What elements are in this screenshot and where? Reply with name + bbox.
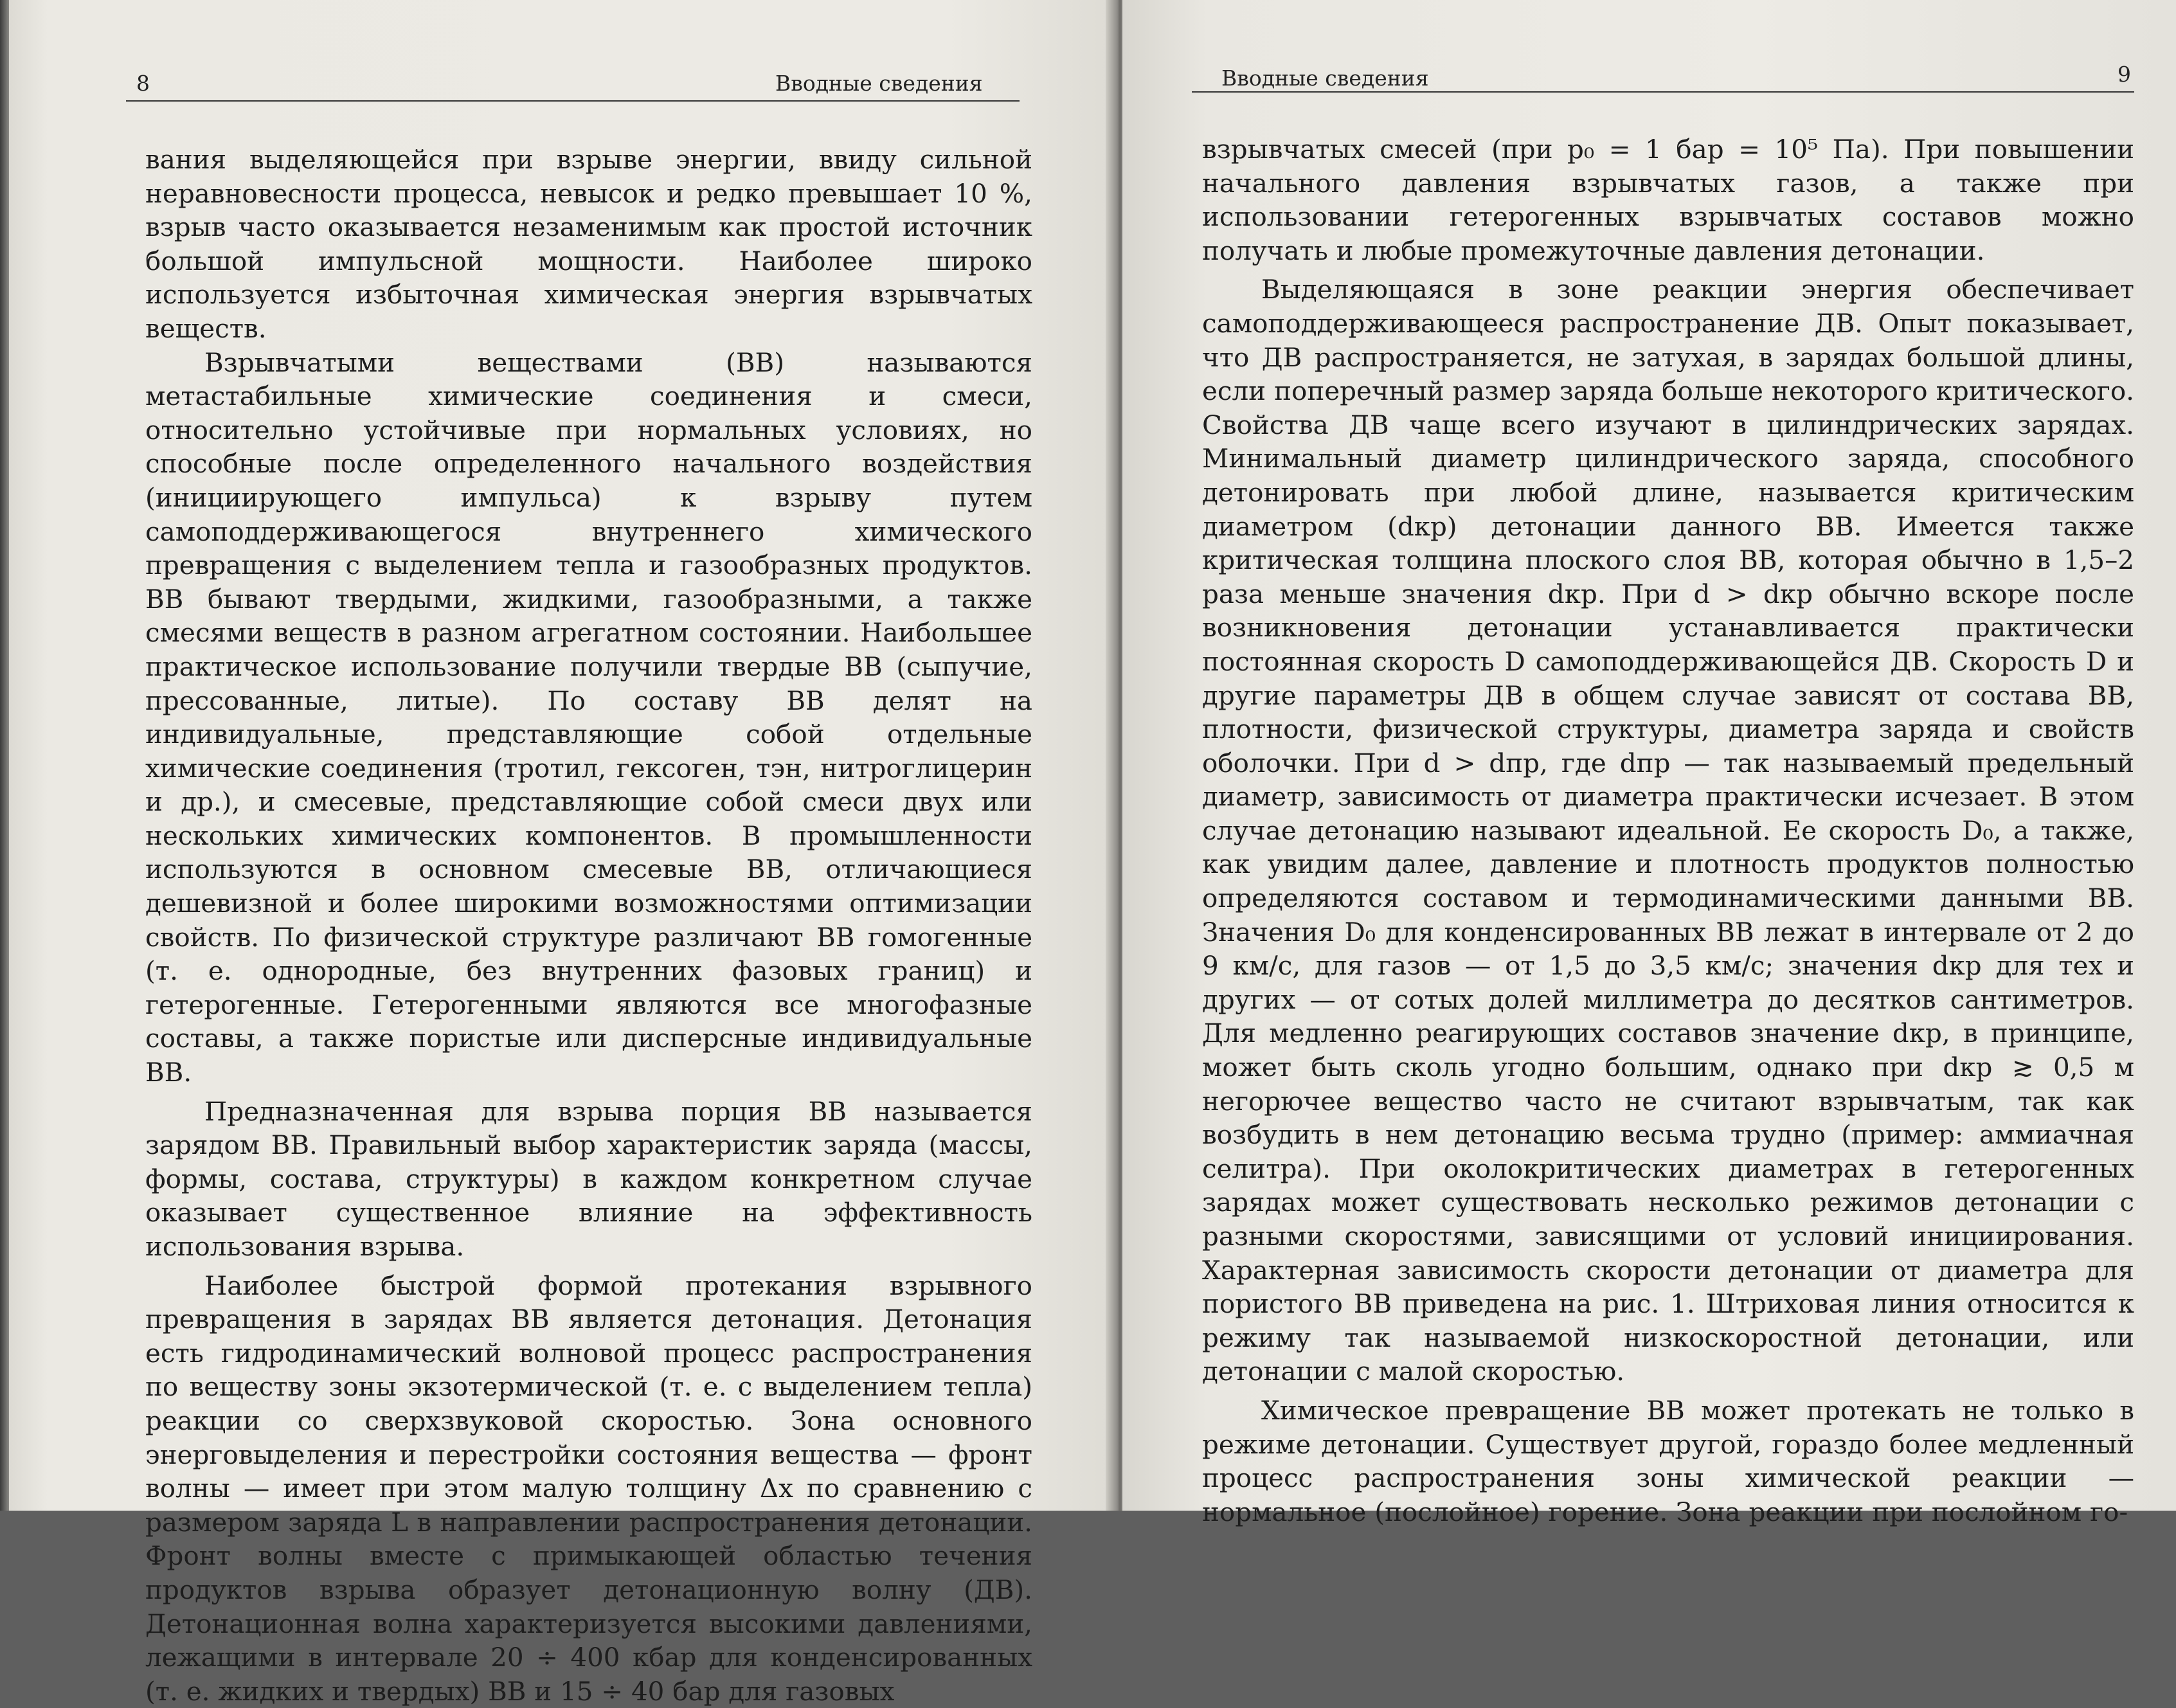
page-number: 8 bbox=[136, 71, 150, 96]
right-page-body bbox=[1202, 132, 2134, 1529]
left-page-header bbox=[126, 71, 1020, 100]
paragraph: Предназначенная для взрыва порция ВВ называется зарядом ВВ. Правильный выбор характеристик заряда (массы, формы, состава, структуры) в каждом конкретном случае оказывает существенное влияние на эффективность использования взрыва. bbox=[145, 1095, 1032, 1262]
left-page bbox=[9, 0, 1111, 1707]
paragraph: Наиболее быстрой формой протекания взрывного превращения в зарядах ВВ является детонация. Детонация есть гидродинамический волновой процесс распространения по веществу зоны экзотермической (т. е. с выделением тепла) реакции со сверхзвуковой скоростью. Зона основного энерговыделения и перестройки состояния вещества — фронт волны — имеет при этом малую толщину Δx по сравнению с размером заряда L в направлении распространения детонации. Фронт волны вместе с примыкающей областью течения продуктов взрыва образует детонационную волну (ДВ). Детонационная волна характеризуется высокими давлениями, лежащими в интервале 20 ÷ 400 кбар для конденсированных (т. е. жидких и твердых) ВВ и 15 ÷ 40 бар для газовых bbox=[145, 1270, 1032, 1707]
paragraph: взрывчатых смесей (при p₀ = 1 бар = 10⁵ Па). При повышении начального давления взрывчатых газов, а также при использовании гетерогенных взрывчатых составов можно получать и любые промежуточные давления детонации. bbox=[1202, 134, 2134, 266]
running-head: Вводные сведения bbox=[775, 71, 983, 96]
paragraph: Химическое превращение ВВ может протекать не только в режиме детонации. Существует другой, гораздо более медленный процесс распространения зоны химической реакции — нормальное (послойное) горение. Зона реакции при послойном го- bbox=[1202, 1394, 2134, 1527]
right-page-header bbox=[1192, 62, 2134, 91]
paragraph: Взрывчатыми веществами (ВВ) называются метастабильные химические соединения и смеси, относительно устойчивые при нормальных условиях, но способные после определенного начального воздействия (инициирующего импульса) к взрыву путем самоподдерживающегося внутреннего химического превращения с выделением тепла и газообразных продуктов. ВВ бывают твердыми, жидкими, газообразными, а также смесями веществ в разном агрегатном состоянии. Наибольшее практическое использование получили твердые ВВ (сыпучие, прессованные, литые). По составу ВВ делят на индивидуальные, представляющие собой отдельные химические соединения (тротил, гексоген, тэн, нитроглицерин и др.), и смесевые, представляющие собой смеси двух или нескольких химических компонентов. В промышленности используются в основном смесевые ВВ, отличающиеся дешевизной и более широкими возможностями оптимизации свойств. По физической структуре различают ВВ гомогенные (т. е. однородные, без внутренних фазовых границ) и гетерогенные. Гетерогенными являются все многофазные составы, а также пористые или дисперсные индивидуальные ВВ. bbox=[145, 346, 1032, 1088]
left-page-body bbox=[145, 143, 1032, 1708]
paragraph: Выделяющаяся в зоне реакции энергия обеспечивает самоподдерживающееся распространение ДВ. Опыт показывает, что ДВ распространяется, не затухая, в зарядах большой длины, если поперечный размер заряда больше некоторого критического. Свойства ДВ чаще всего изучают в цилиндрических зарядах. Минимальный диаметр цилиндрического заряда, способного детонировать при любой длине, называется критическим диаметром (dкр) детонации данного ВВ. Имеется также критическая толщина плоского слоя ВВ, которая обычно в 1,5–2 раза меньше значения dкр. При d > dкр обычно вскоре после возникновения детонации устанавливается практически постоянная скорость D самоподдерживающейся ДВ. Скорость D и другие параметры ДВ в общем случае зависят от состава ВВ, плотности, физической структуры, диаметра заряда и свойств оболочки. При d > dпр, где dпр — так называемый предельный диаметр, зависимость от диаметра практически исчезает. В этом случае детонацию называют идеальной. Ее скорость D₀, а также, как увидим далее, давление и плотность продуктов полностью определяются составом и термодинамическими данными ВВ. Значения D₀ для конденсированных ВВ лежат в интервале от 2 до 9 км/с, для газов — от 1,5 до 3,5 км/с; значения dкр для тех и других — от сотых долей миллиметра до десятков сантиметров. Для медленно реагирующих составов значение dкр, в принципе, может быть сколь угодно большим, однако при dкр ≳ 0,5 м негорючее вещество часто не считают взрывчатым, так как возбудить в нем детонацию весьма трудно (пример: аммиачная селитра). При околокритических диаметрах в гетерогенных зарядах может существовать несколько режимов детонации с разными скоростями, зависящими от условий инициирования. Характерная зависимость скорости детонации от диаметра для пористого ВВ приведена на рис. 1. Штриховая линия относится к режиму так называемой низкоскоростной детонации, или детонации с малой скоростью. bbox=[1202, 274, 2134, 1387]
running-head: Вводные сведения bbox=[1221, 66, 1429, 91]
right-page bbox=[1122, 0, 2176, 1527]
book-edge bbox=[0, 0, 9, 1511]
paragraph: вания выделяющейся при взрыве энергии, ввиду сильной неравновесности процесса, невысок и редко превышает 10 %, взрыв часто оказывается незаменимым как простой источник большой импульсной мощности. Наиболее широко используется избыточная химическая энергия взрывчатых веществ. bbox=[145, 144, 1032, 344]
header-rule bbox=[126, 100, 1020, 102]
page-number: 9 bbox=[2118, 62, 2131, 87]
header-rule bbox=[1192, 91, 2134, 93]
